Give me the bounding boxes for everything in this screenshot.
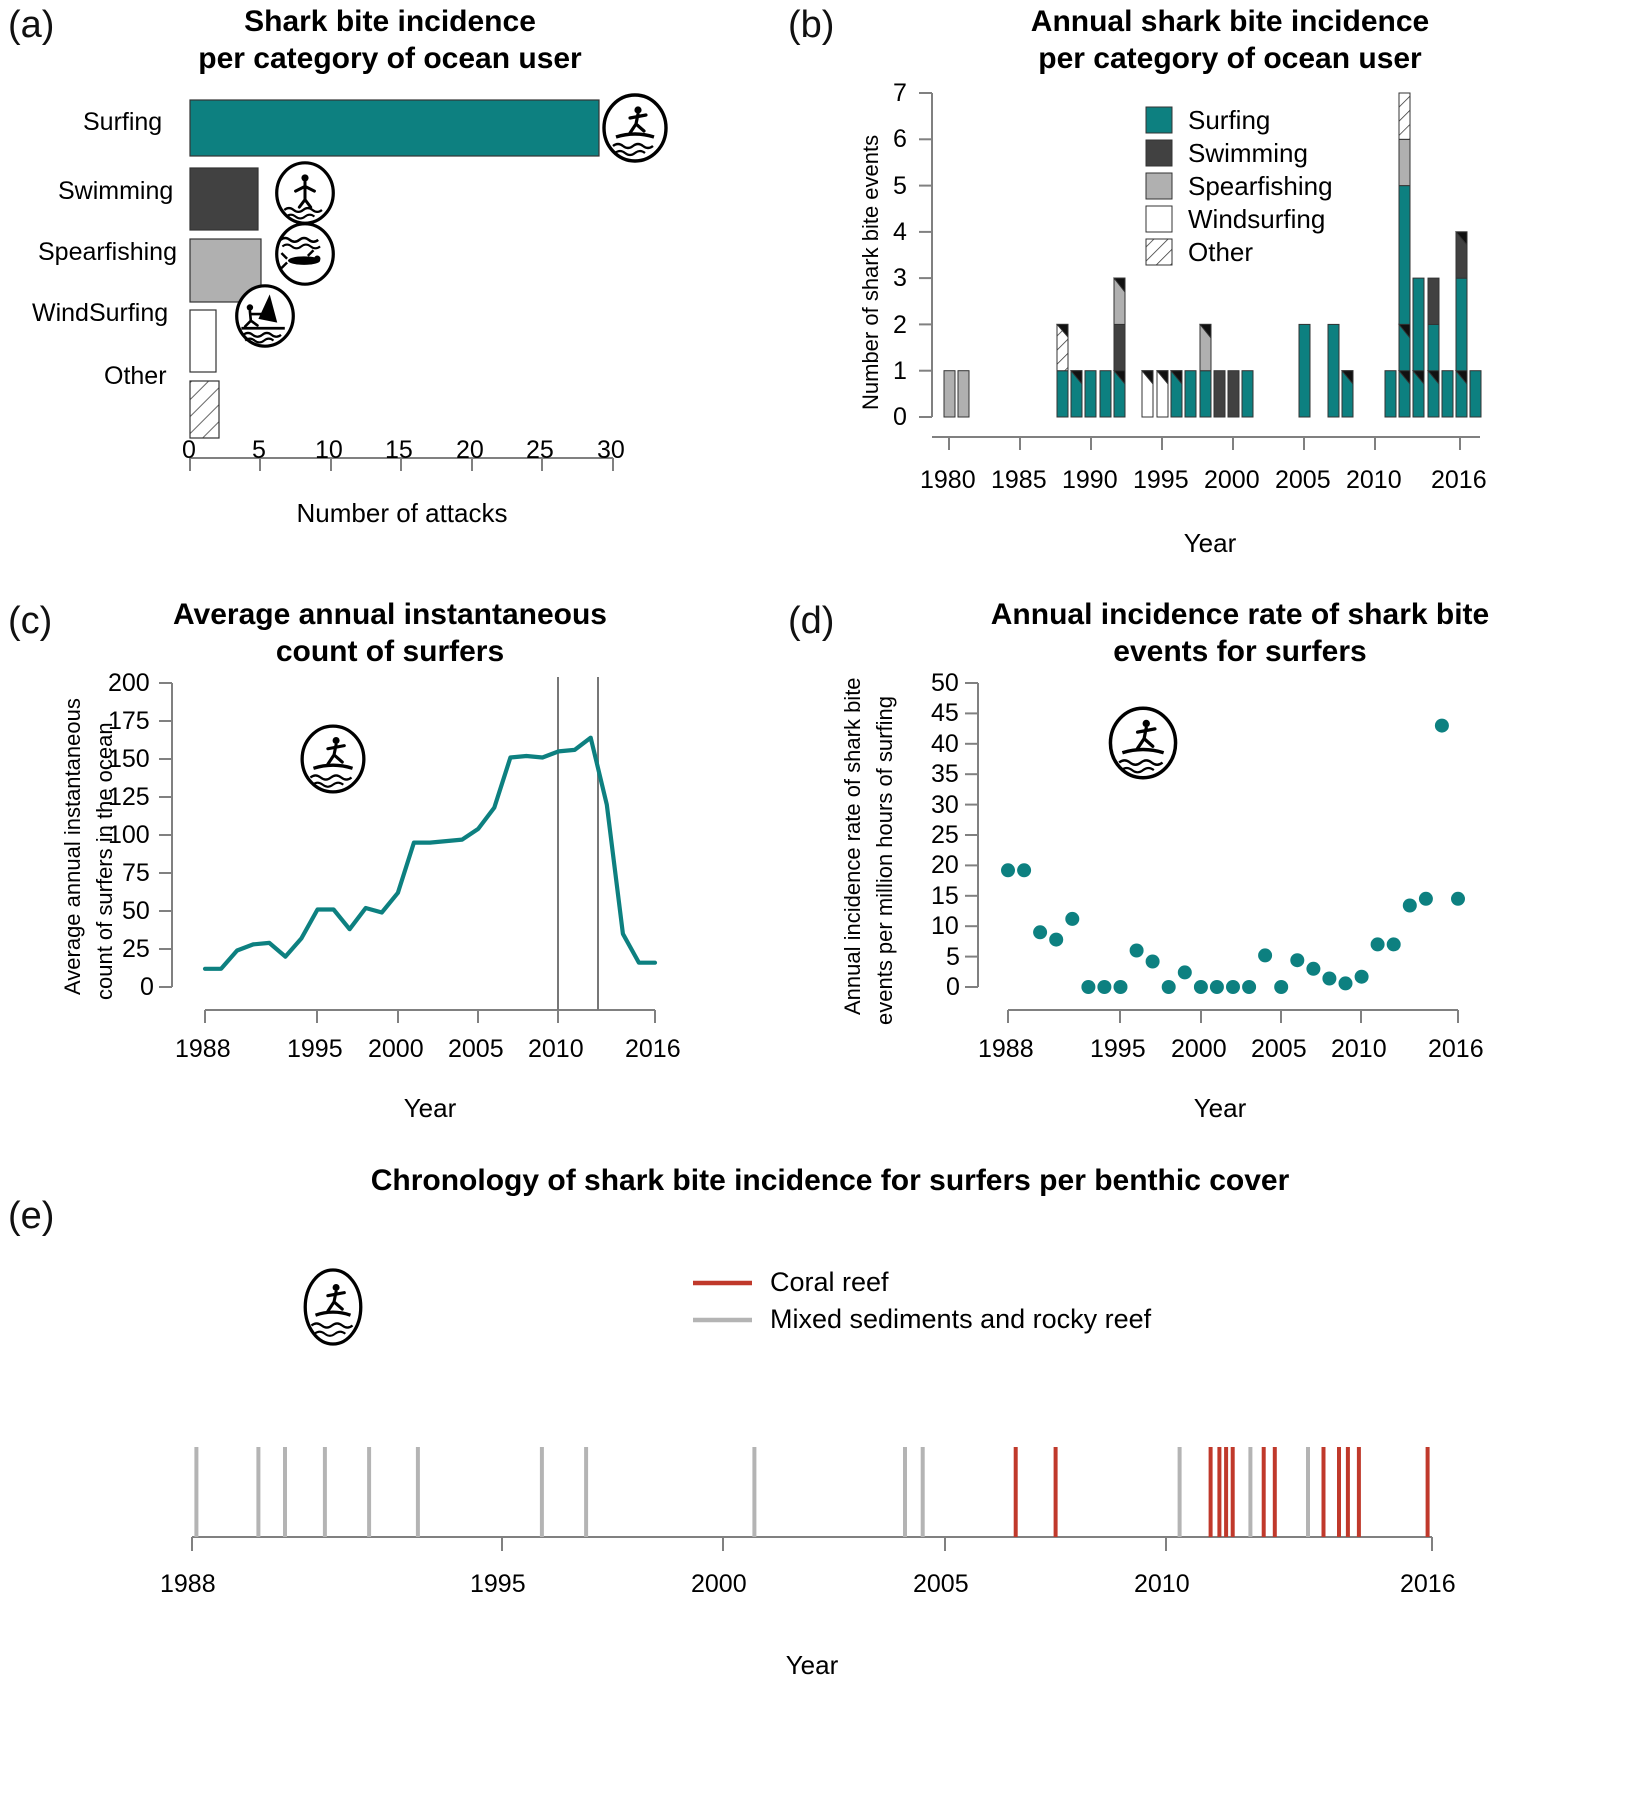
panel-c-yticks	[159, 683, 172, 987]
point-2001	[1210, 980, 1224, 994]
panel-d-xtick-2016: 2016	[1428, 1035, 1484, 1063]
panel-e	[0, 1145, 1650, 1793]
point-1992	[1065, 912, 1079, 926]
swimming-icon	[272, 160, 338, 226]
panel-b-xlabel: Year	[1183, 528, 1237, 558]
panel-b-ytick-3: 3	[893, 264, 907, 292]
panel-d-xtick-1988: 1988	[978, 1035, 1034, 1063]
panel-c-title-line2: count of surfers	[275, 634, 505, 668]
point-1991	[1049, 933, 1063, 947]
panel-d-points	[1001, 719, 1465, 994]
panel-d-xtick-2005: 2005	[1251, 1035, 1307, 1063]
panel-d-ytick-5: 5	[946, 943, 960, 971]
panel-c-ytick-125: 125	[108, 783, 150, 811]
panel-b-xtick-4: 2000	[1204, 466, 1260, 494]
point-1993	[1081, 980, 1095, 994]
panel-b-yticks	[919, 93, 932, 417]
panel-c-line-surfers	[205, 738, 655, 969]
stack-2014-surfing	[1442, 371, 1453, 417]
point-2004	[1258, 948, 1272, 962]
panel-c-ytick-175: 175	[108, 707, 150, 735]
panel-d-ylabel-line2: events per million hours of surfing	[872, 696, 897, 1025]
panel-d-yticks	[965, 683, 978, 987]
point-1999	[1178, 965, 1192, 979]
panel-d-ytick-20: 20	[931, 851, 959, 879]
rug-mixed-sediments	[196, 1447, 1308, 1537]
legend-label-other: Other	[1188, 237, 1254, 267]
stack-2004-surfing	[1299, 324, 1310, 417]
stack-2013-swimming	[1428, 278, 1439, 324]
panel-b-ylabel: Number of shark bite events	[858, 134, 883, 410]
panel-e-xtick-1995: 1995	[470, 1570, 526, 1598]
panel-b-ytick-6: 6	[893, 125, 907, 153]
stack-2011-other	[1399, 93, 1410, 139]
panel-d-ytick-10: 10	[931, 912, 959, 940]
panel-c-ytick-25: 25	[122, 935, 150, 963]
panel-a-xlabel: Number of attacks	[296, 498, 508, 528]
panel-e-legend-coral: Coral reef	[770, 1267, 889, 1297]
stack-1988-surfing	[1057, 371, 1068, 417]
panel-b-xtick-1: 1985	[991, 466, 1047, 494]
stack-1980-spearfishing	[944, 371, 955, 417]
legend-label-windsurfing: Windsurfing	[1188, 204, 1326, 234]
point-1995	[1114, 980, 1128, 994]
panel-e-xtick-2000: 2000	[691, 1570, 747, 1598]
point-2012	[1387, 937, 1401, 951]
bar-other	[190, 381, 219, 438]
panel-c-xtick-2016: 2016	[625, 1035, 681, 1063]
panel-a-xtick-5: 25	[526, 436, 554, 464]
point-2015	[1435, 719, 1449, 733]
panel-c-title	[90, 597, 690, 670]
windsurfing-icon	[232, 283, 298, 349]
panel-d-title-line2: events for surfers	[1113, 634, 1367, 668]
point-2014	[1419, 892, 1433, 906]
panel-d-ytick-50: 50	[931, 669, 959, 697]
panel-b-ytick-4: 4	[893, 218, 907, 246]
point-1989	[1017, 863, 1031, 877]
panel-c-ytick-100: 100	[108, 821, 150, 849]
panel-b-xtick-6: 2010	[1346, 466, 1402, 494]
panel-b-title-line2: per category of ocean user	[1038, 41, 1422, 75]
stack-1990-surfing	[1085, 371, 1096, 417]
panel-c-ytick-150: 150	[108, 745, 150, 773]
panel-e-legend-mixed: Mixed sediments and rocky reef	[770, 1304, 1152, 1334]
panel-a-title	[90, 4, 690, 77]
panel-d-ytick-45: 45	[931, 699, 959, 727]
panel-d-ytick-40: 40	[931, 730, 959, 758]
point-2000	[1194, 980, 1208, 994]
panel-d-ytick-0: 0	[946, 973, 960, 1001]
panel-e-xtick-2010: 2010	[1134, 1570, 1190, 1598]
panel-c-xtick-2010: 2010	[528, 1035, 584, 1063]
panel-b-xtick-7: 2016	[1431, 466, 1487, 494]
panel-a-title-line2: per category of ocean user	[198, 41, 582, 75]
point-2009	[1339, 976, 1353, 990]
panel-b-ytick-1: 1	[893, 357, 907, 385]
panel-b-xtick-2: 1990	[1062, 466, 1118, 494]
panel-e-xtick-2016: 2016	[1400, 1570, 1456, 1598]
stack-2016-surfing	[1470, 371, 1481, 417]
panel-a-xtick-3: 15	[385, 436, 413, 464]
surfing-icon	[297, 723, 369, 795]
panel-d-label: (d)	[788, 600, 835, 642]
panel-a-cat-swimming: Swimming	[58, 177, 174, 205]
point-2003	[1242, 980, 1256, 994]
panel-c-ytick-75: 75	[122, 859, 150, 887]
panel-d-ylabel-line1: Annual incidence rate of shark bite	[840, 677, 865, 1015]
rug-coral-reef	[1016, 1447, 1428, 1537]
panel-e-xtick-1988: 1988	[160, 1570, 216, 1598]
point-2006	[1290, 953, 1304, 967]
point-1997	[1146, 955, 1160, 969]
panel-c-label: (c)	[8, 600, 53, 642]
point-2007	[1306, 962, 1320, 976]
point-1996	[1130, 944, 1144, 958]
panel-a-xtick-2: 10	[315, 436, 343, 464]
panel-d-title	[870, 597, 1610, 670]
bar-surfing	[190, 100, 599, 156]
point-2005	[1274, 980, 1288, 994]
panel-a	[0, 0, 760, 560]
panel-c-ytick-50: 50	[122, 897, 150, 925]
panel-e-label: (e)	[8, 1195, 55, 1237]
panel-d-ytick-25: 25	[931, 821, 959, 849]
panel-a-cat-windsurfing: WindSurfing	[32, 299, 169, 327]
stack-2011-spearfishing	[1399, 139, 1410, 185]
panel-b-label: (b)	[788, 4, 835, 46]
panel-a-xtick-4: 20	[456, 436, 484, 464]
panel-b-ytick-5: 5	[893, 172, 907, 200]
panel-d-xtick-2000: 2000	[1171, 1035, 1227, 1063]
panel-e-xtick-2005: 2005	[913, 1570, 969, 1598]
panel-d-xlabel: Year	[1193, 1093, 1247, 1123]
bar-windsurfing	[190, 310, 216, 372]
legend-swatch-windsurfing	[1146, 206, 1172, 232]
panel-d-xtick-1995: 1995	[1090, 1035, 1146, 1063]
legend-swatch-surfing	[1146, 107, 1172, 133]
stack-1992-swimming	[1114, 324, 1125, 370]
panel-d-xticks	[1008, 1010, 1458, 1023]
panel-a-label: (a)	[8, 4, 55, 46]
panel-b-xtick-0: 1980	[920, 466, 976, 494]
panel-d-xtick-2010: 2010	[1331, 1035, 1387, 1063]
stack-1991-surfing	[1100, 371, 1111, 417]
panel-a-title-line1: Shark bite incidence	[244, 5, 536, 38]
panel-d-ytick-35: 35	[931, 760, 959, 788]
panel-d-title-line1: Annual incidence rate of shark bite	[990, 598, 1490, 631]
panel-d-ytick-15: 15	[931, 882, 959, 910]
panel-c-ylabel-line1: Average annual instantaneous	[60, 698, 85, 995]
point-1990	[1033, 925, 1047, 939]
panel-c-xtick-1988: 1988	[175, 1035, 231, 1063]
panel-b-legend	[1146, 107, 1172, 265]
surfing-icon	[297, 1267, 369, 1347]
point-2002	[1226, 980, 1240, 994]
panel-b	[780, 0, 1650, 560]
panel-b-xtick-3: 1995	[1133, 466, 1189, 494]
panel-b-title	[880, 4, 1580, 77]
point-2016	[1451, 892, 1465, 906]
panel-e-xticks	[192, 1537, 1432, 1551]
legend-label-surfing: Surfing	[1188, 105, 1271, 135]
panel-c-ytick-200: 200	[108, 669, 150, 697]
point-2013	[1403, 899, 1417, 913]
panel-b-xticks	[949, 437, 1460, 450]
spearfishing-icon	[272, 221, 338, 287]
point-2008	[1322, 972, 1336, 986]
legend-swatch-other	[1146, 239, 1172, 265]
stack-2015-surfing	[1456, 278, 1467, 417]
panel-c-ylabel-line2: count of surfers in the ocean	[92, 722, 117, 1000]
panel-c-xtick-1995: 1995	[287, 1035, 343, 1063]
point-2010	[1355, 970, 1369, 984]
panel-b-ytick-2: 2	[893, 311, 907, 339]
panel-e-title: Chronology of shark bite incidence for surfers per benthic cover	[370, 1164, 1290, 1197]
legend-swatch-spearfishing	[1146, 173, 1172, 199]
panel-b-title-line1: Annual shark bite incidence	[1030, 5, 1430, 38]
panel-b-ytick-0: 0	[893, 403, 907, 431]
surfing-icon	[600, 93, 670, 163]
panel-b-ytick-7: 7	[893, 79, 907, 107]
panel-d	[780, 575, 1650, 1145]
stack-1981-spearfishing	[958, 371, 969, 417]
stack-1997-surfing	[1200, 371, 1211, 417]
stack-2012-surfing	[1413, 278, 1424, 417]
panel-a-cat-surfing: Surfing	[83, 108, 163, 136]
panel-a-xtick-1: 5	[252, 436, 266, 464]
point-1998	[1162, 980, 1176, 994]
stack-2006-surfing	[1328, 324, 1339, 417]
legend-swatch-swimming	[1146, 140, 1172, 166]
panel-c-title-line1: Average annual instantaneous	[172, 598, 607, 631]
panel-c-xtick-2000: 2000	[368, 1035, 424, 1063]
stack-2010-surfing	[1385, 371, 1396, 417]
panel-a-cat-spearfishing: Spearfishing	[38, 238, 177, 266]
panel-b-xtick-5: 2005	[1275, 466, 1331, 494]
point-2011	[1371, 937, 1385, 951]
panel-a-xtick-0: 0	[182, 436, 196, 464]
bar-swimming	[190, 168, 258, 230]
panel-c-xticks	[205, 1010, 655, 1023]
panel-c-xtick-2005: 2005	[448, 1035, 504, 1063]
legend-label-swimming: Swimming	[1188, 138, 1308, 168]
surfing-icon	[1105, 705, 1181, 781]
stack-1996-surfing	[1185, 371, 1196, 417]
panel-a-xtick-6: 30	[597, 436, 625, 464]
panel-e-xlabel: Year	[785, 1650, 839, 1680]
legend-label-spearfishing: Spearfishing	[1188, 171, 1333, 201]
stack-1999-swimming	[1228, 371, 1239, 417]
panel-a-cat-other: Other	[104, 362, 167, 390]
panel-c-xlabel: Year	[403, 1093, 457, 1123]
panel-d-ytick-30: 30	[931, 791, 959, 819]
panel-c-ytick-0: 0	[140, 973, 154, 1001]
panel-c	[0, 575, 760, 1145]
stack-2000-surfing	[1242, 371, 1253, 417]
stack-1998-swimming	[1214, 371, 1225, 417]
point-1994	[1097, 980, 1111, 994]
point-1988	[1001, 863, 1015, 877]
